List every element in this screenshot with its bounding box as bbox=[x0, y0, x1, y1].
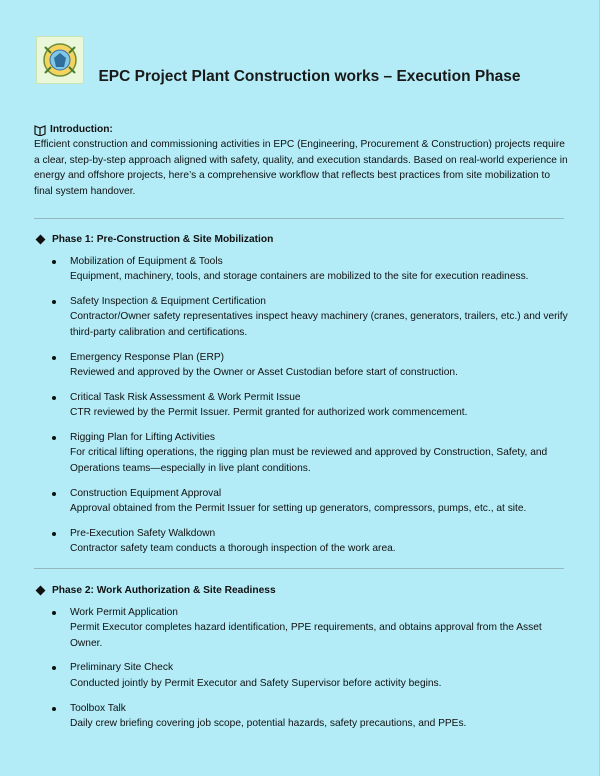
phase-2-list bbox=[34, 605, 574, 731]
item-description: Conducted jointly by Permit Executor and Safety Supervisor before activity begins. bbox=[70, 677, 442, 689]
bullet-icon bbox=[52, 260, 56, 264]
list-item bbox=[34, 294, 574, 340]
list-item bbox=[34, 486, 574, 517]
item-title: Preliminary Site Check bbox=[70, 662, 174, 674]
list-item bbox=[34, 430, 574, 476]
item-description: Reviewed and approved by the Owner or Asset Custodian before start of construction. bbox=[70, 366, 458, 378]
divider bbox=[34, 568, 564, 569]
phase-heading bbox=[34, 585, 574, 596]
phase-2-heading-text: Phase 2: Work Authorization & Site Readiness bbox=[52, 585, 276, 596]
book-icon bbox=[34, 124, 46, 136]
item-description: Equipment, machinery, tools, and storage containers are mobilized to the site for execution readiness. bbox=[70, 271, 529, 283]
bullet-icon bbox=[52, 611, 56, 615]
item-title: Critical Task Risk Assessment & Work Permit Issue bbox=[70, 391, 301, 403]
item-title: Pre-Execution Safety Walkdown bbox=[70, 527, 216, 539]
list-item bbox=[34, 254, 574, 285]
item-title: Work Permit Application bbox=[70, 607, 178, 618]
item-description: Contractor/Owner safety representatives inspect heavy machinery (cranes, generators, trailers, etc.) and verify third-party calibration and certifications. bbox=[70, 311, 568, 338]
divider bbox=[34, 218, 564, 219]
bullet-icon bbox=[52, 436, 56, 440]
list-item bbox=[34, 350, 574, 381]
item-description: Approval obtained from the Permit Issuer for setting up generators, compressors, pumps, etc., at site. bbox=[70, 502, 527, 514]
introduction-heading bbox=[34, 122, 570, 137]
item-description: Permit Executor completes hazard identification, PPE requirements, and obtains approval from the Asset Owner. bbox=[70, 622, 542, 649]
bullet-icon bbox=[52, 532, 56, 536]
item-title: Construction Equipment Approval bbox=[70, 487, 222, 499]
page-title: EPC Project Plant Construction works – Execution Phase bbox=[98, 68, 521, 85]
list-item bbox=[34, 701, 574, 732]
item-title: Rigging Plan for Lifting Activities bbox=[70, 432, 215, 444]
item-title: Mobilization of Equipment & Tools bbox=[70, 256, 223, 267]
list-item bbox=[34, 605, 574, 651]
phase-1-section bbox=[34, 234, 574, 566]
diamond-icon bbox=[36, 235, 46, 245]
phase-heading bbox=[34, 234, 574, 245]
item-title: Toolbox Talk bbox=[70, 702, 126, 714]
bullet-icon bbox=[52, 396, 56, 400]
bullet-icon bbox=[52, 300, 56, 304]
phase-2-section bbox=[34, 585, 574, 741]
diamond-icon bbox=[36, 586, 46, 596]
phase-1-heading-text: Phase 1: Pre-Construction & Site Mobilization bbox=[52, 234, 274, 245]
bullet-icon bbox=[52, 356, 56, 360]
item-description: Daily crew briefing covering job scope, potential hazards, safety precautions, and PPEs. bbox=[70, 717, 467, 729]
item-title: Emergency Response Plan (ERP) bbox=[70, 351, 225, 363]
phase-1-list bbox=[34, 254, 574, 556]
bullet-icon bbox=[52, 492, 56, 496]
introduction-heading-text: Introduction: bbox=[50, 124, 113, 135]
item-description: For critical lifting operations, the rigging plan must be reviewed and approved by Construction, Safety, and Operations teams—especially in live plant conditions. bbox=[70, 447, 548, 474]
bullet-icon bbox=[52, 666, 56, 670]
list-item bbox=[34, 660, 574, 691]
list-item bbox=[34, 526, 574, 557]
bullet-icon bbox=[52, 707, 56, 711]
introduction-text: Efficient construction and commissioning activities in EPC (Engineering, Procurement & Construction) projects require a clear, step-by-step approach aligned with safety, quality, and execution standards. Based on real-world experience in energy and offshore projects, here’s a comprehensive workflow that reflects best practices from site mobilization to final system handover. bbox=[34, 139, 568, 197]
item-description: Contractor safety team conducts a thorough inspection of the work area. bbox=[70, 543, 396, 555]
introduction-section bbox=[34, 122, 570, 199]
list-item bbox=[34, 390, 574, 421]
item-title: Safety Inspection & Equipment Certification bbox=[70, 296, 266, 308]
item-description: CTR reviewed by the Permit Issuer. Permit granted for authorized work commencement. bbox=[70, 407, 468, 419]
